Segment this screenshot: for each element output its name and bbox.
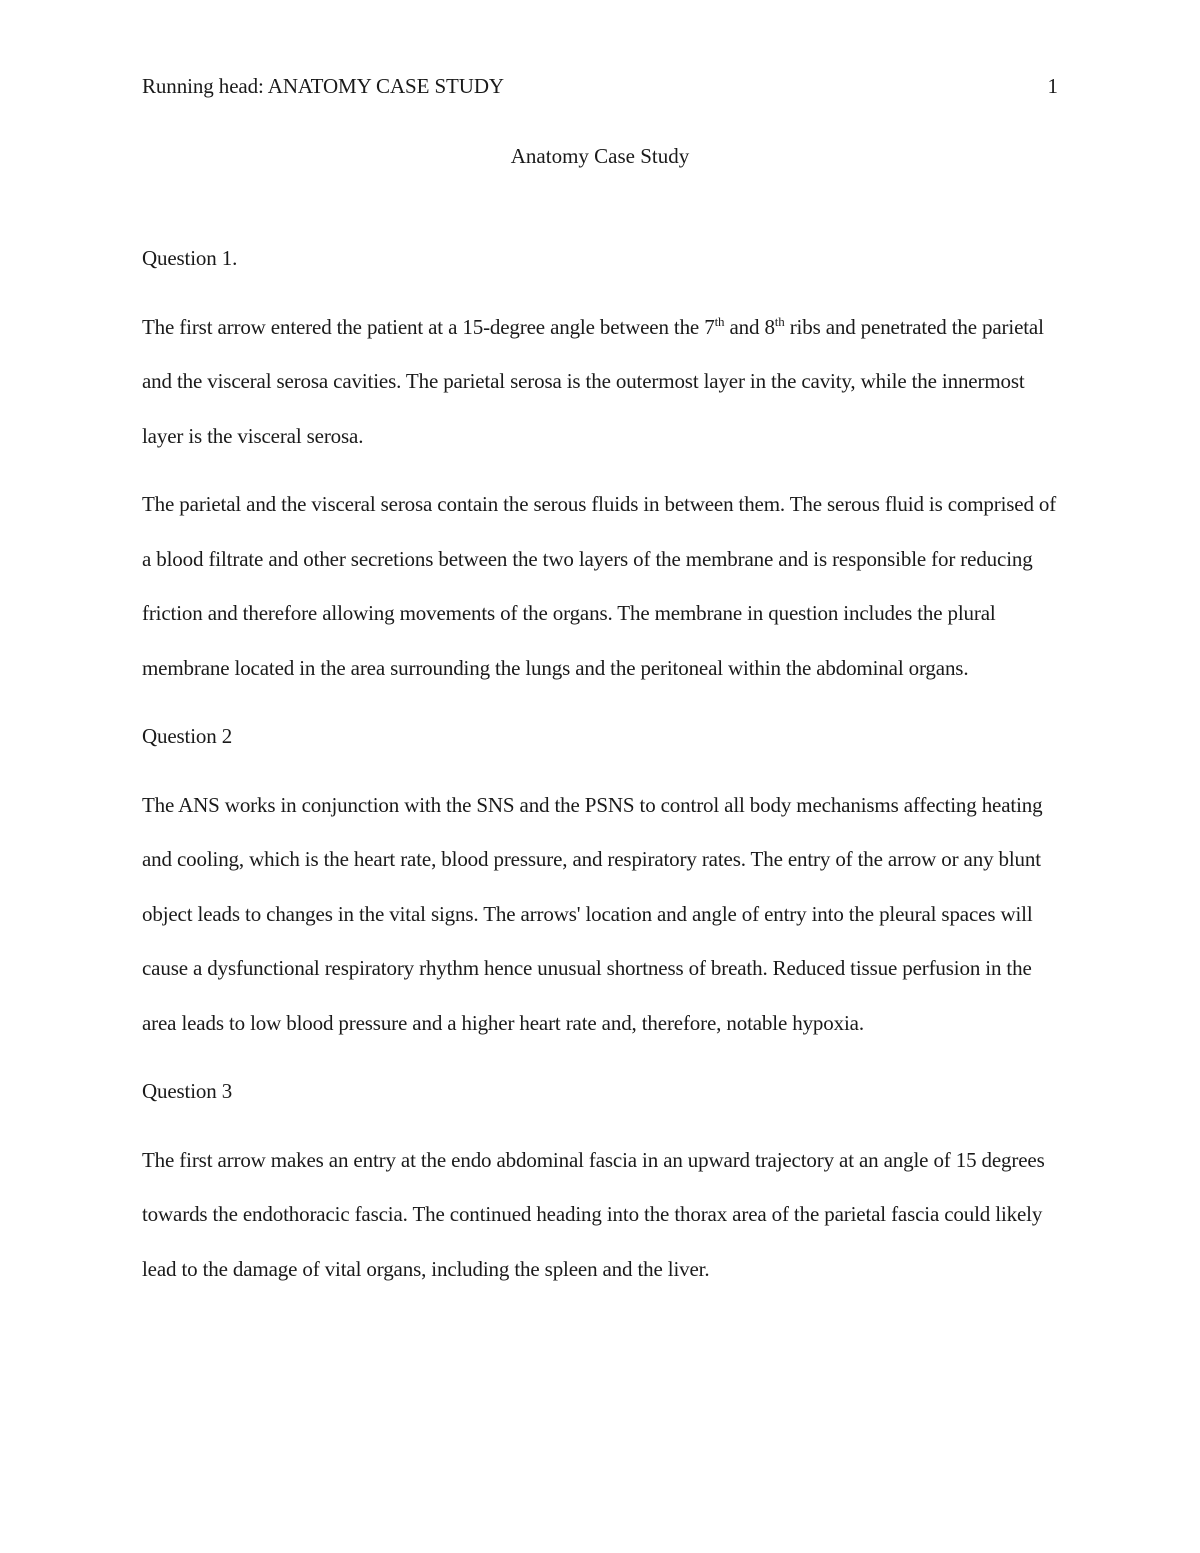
section-heading-question-2: Question 2 <box>142 724 233 748</box>
paragraph-text: ribs and penetrated the parietal and the visceral serosa cavities. The parietal serosa is the outermost layer in the cavity, while the innermost layer is the visceral serosa. <box>142 314 1044 448</box>
paragraph-q1-2: The parietal and the visceral serosa contain the serous fluids in between them. The serous fluid is comprised of a blood filtrate and other secretions between the two layers of the membrane and is responsible for reducing friction and therefore allowing movements of the organs. The membrane in question includes the plural membrane located in the area surrounding the lungs and the peritoneal within the abdominal organs. <box>142 492 1057 680</box>
section-heading-question-3: Question 3 <box>142 1079 233 1103</box>
paragraph-text: and 8 <box>724 314 775 339</box>
paragraph-text: The first arrow entered the patient at a 15-degree angle between the 7 <box>142 314 715 339</box>
superscript-ordinal: th <box>714 313 725 329</box>
running-head: Running head: ANATOMY CASE STUDY <box>142 74 504 98</box>
section-heading-question-1: Question 1. <box>142 246 238 270</box>
paragraph-q2-1: The ANS works in conjunction with the SNS and the PSNS to control all body mechanisms affecting heating and cooling, which is the heart rate, blood pressure, and respiratory rates. The entry of the arrow or any blunt object leads to changes in the vital signs. The arrows' location and angle of entry into the pleural spaces will cause a dysfunctional respiratory rhythm hence unusual shortness of breath. Reduced tissue perfusion in the area leads to low blood pressure and a higher heart rate and, therefore, notable hypoxia. <box>142 792 1043 1035</box>
document-title: Anatomy Case Study <box>510 144 690 168</box>
document-body <box>142 231 1060 1310</box>
page-number: 1 <box>1047 74 1058 98</box>
paragraph-q3-1: The first arrow makes an entry at the endo abdominal fascia in an upward trajectory at an angle of 15 degrees towards the endothoracic fascia. The continued heading into the thorax area of the parietal fascia could likely lead to the damage of vital organs, including the spleen and the liver. <box>142 1147 1045 1281</box>
paragraph-q1-1 <box>142 300 1060 464</box>
superscript-ordinal: th <box>774 313 785 329</box>
